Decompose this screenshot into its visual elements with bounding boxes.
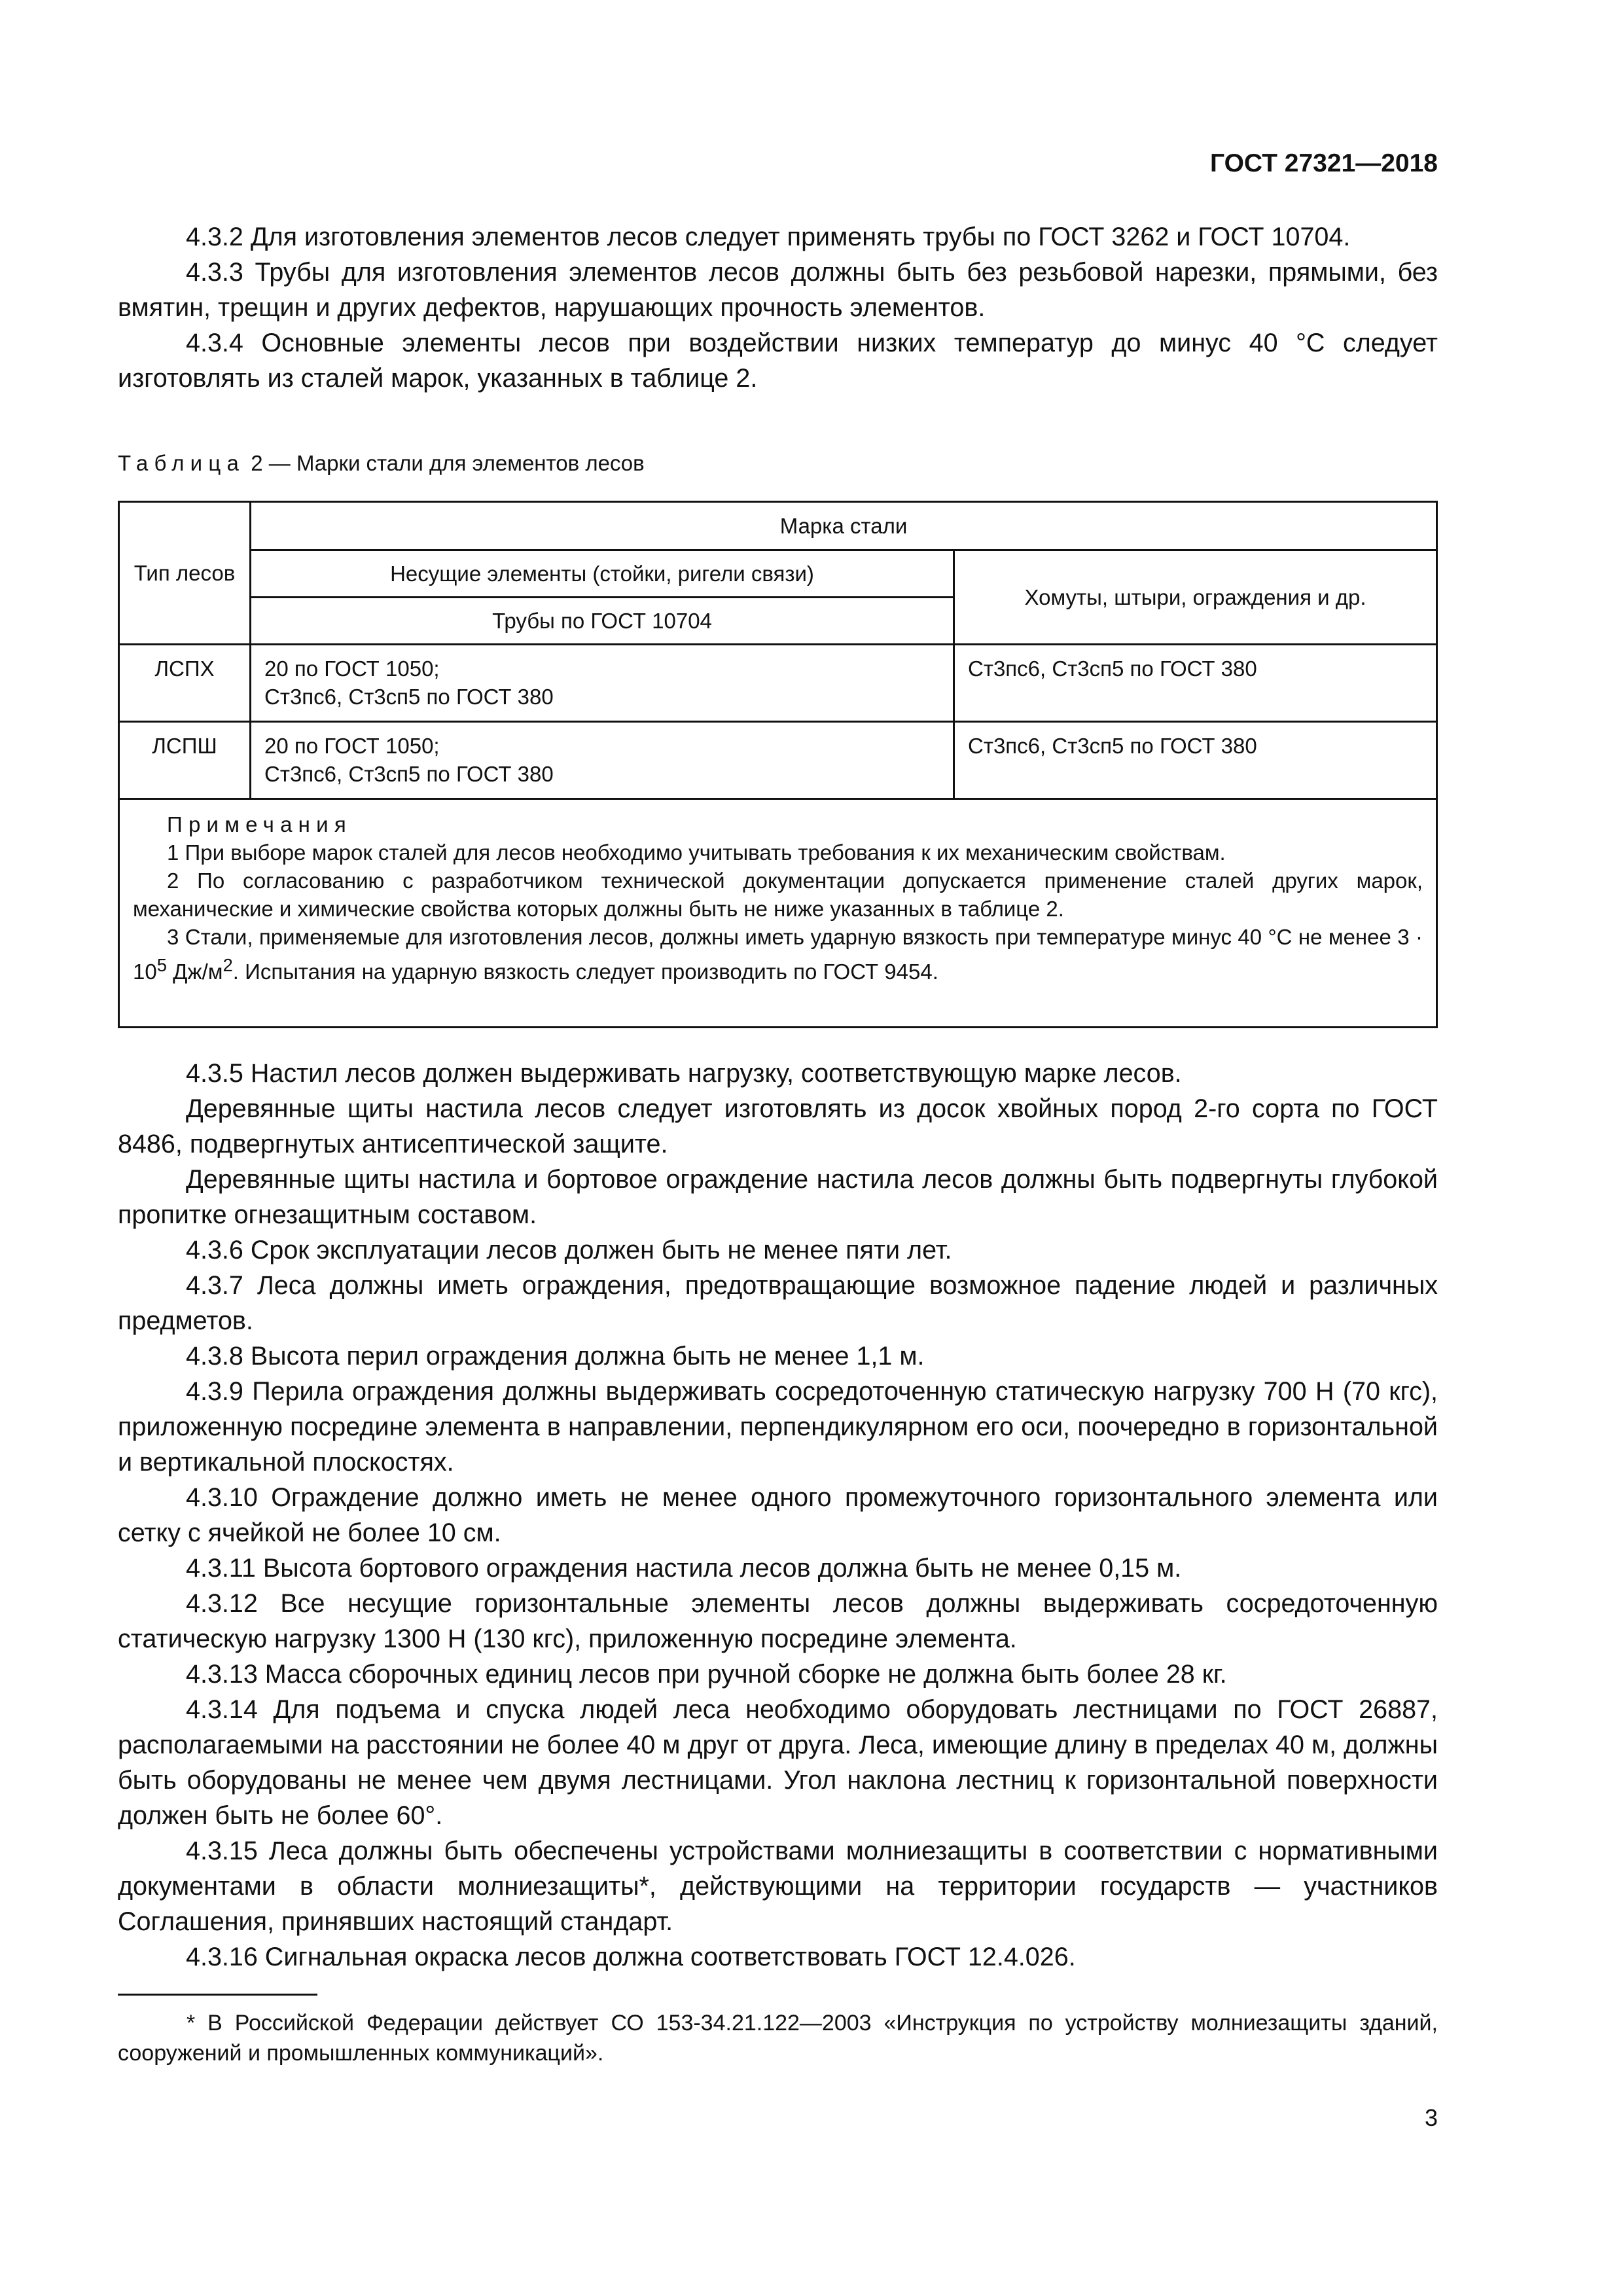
cell-pipes-line-1: 20 по ГОСТ 1050; (264, 656, 440, 681)
paragraph-4-3-15: 4.3.15 Леса должны быть обеспечены устройствами молниезащиты в соответствии с нормативными документами в области молниезащиты*, действующими на территории государств — участников Соглашения, принявших настоящий стандарт. (118, 1837, 1438, 1936)
note-3 (133, 923, 1423, 986)
cell-pipes-line-2: Ст3пс6, Ст3сп5 по ГОСТ 380 (264, 762, 554, 786)
paragraph-4-3-9: 4.3.9 Перила ограждения должны выдерживать сосредоточенную статическую нагрузку 700 Н (70 кгс), приложенную посредине элемента в направлении, перпендикулярном его оси, поочередно в горизонтальной и вертикальной плоскостях. (118, 1377, 1438, 1477)
header-type: Тип лесов (119, 502, 251, 645)
table-row (119, 645, 1437, 722)
table-row (119, 722, 1437, 799)
paragraph-4-3-2: 4.3.2 Для изготовления элементов лесов следует применять трубы по ГОСТ 3262 и ГОСТ 10704. (186, 223, 1351, 251)
paragraph-fire-protection: Деревянные щиты настила и бортовое ограждение настила лесов должны быть подвергнуты глубокой пропитке огнезащитным составом. (118, 1165, 1438, 1229)
cell-type: ЛСПХ (119, 645, 251, 722)
paragraph-4-3-3: 4.3.3 Трубы для изготовления элементов лесов должны быть без резьбовой нарезки, прямыми, без вмятин, трещин и других дефектов, нарушающих прочность элементов. (118, 258, 1438, 322)
note-3-text-b: Дж/м (167, 960, 223, 984)
note-3-text-c: . Испытания на ударную вязкость следует производить по ГОСТ 9454. (232, 960, 938, 984)
table-caption-title: 2 — Марки стали для элементов лесов (251, 451, 645, 475)
paragraph-4-3-16: 4.3.16 Сигнальная окраска лесов должна соответствовать ГОСТ 12.4.026. (186, 1943, 1076, 1971)
cell-clamps: Ст3пс6, Ст3сп5 по ГОСТ 380 (954, 722, 1437, 799)
cell-pipes-line-1: 20 по ГОСТ 1050; (264, 734, 440, 758)
table-caption (118, 446, 1438, 481)
document-header: ГОСТ 27321—2018 (1210, 149, 1438, 177)
notes-title: Примечания (167, 812, 352, 836)
note-3-exponent-2: 2 (223, 955, 233, 975)
header-clamps: Хомуты, штыри, ограждения и др. (954, 550, 1437, 645)
note-2: 2 По согласованию с разработчиком технической документации допускается применение сталей других марок, механические и химические свойства которых должны быть не ниже указанных в таблице 2. (133, 869, 1423, 921)
note-3-text-a: 3 Стали, применяемые для изготовления лесов, должны иметь ударную вязкость при температуре минус 40 °С не менее 3 · 10 (133, 925, 1423, 984)
document-body (118, 219, 1438, 1975)
paragraph-4-3-7: 4.3.7 Леса должны иметь ограждения, предотвращающие возможное падение людей и различных предметов. (118, 1271, 1438, 1335)
note-1: 1 При выборе марок сталей для лесов необходимо учитывать требования к их механическим свойствам. (167, 840, 1226, 865)
paragraph-4-3-4: 4.3.4 Основные элементы лесов при воздействии низких температур до минус 40 °С следует изготовлять из сталей марок, указанных в таблице 2. (118, 329, 1438, 393)
cell-clamps: Ст3пс6, Ст3сп5 по ГОСТ 380 (954, 645, 1437, 722)
paragraph-4-3-13: 4.3.13 Масса сборочных единиц лесов при ручной сборке не должна быть более 28 кг. (186, 1660, 1227, 1689)
cell-pipes (251, 722, 954, 799)
note-3-exponent: 5 (156, 955, 168, 975)
footnote: * В Российской Федерации действует СО 153-34.21.122—2003 «Инструкция по устройству молниезащиты зданий, сооружений и промышленных коммуникаций». (118, 2011, 1438, 2066)
header-bearing-elements: Несущие элементы (стойки, ригели связи) (251, 550, 954, 598)
header-pipes: Трубы по ГОСТ 10704 (251, 598, 954, 645)
header-steel-grade: Марка стали (251, 502, 1437, 550)
paragraph-4-3-11: 4.3.11 Высота бортового ограждения настила лесов должна быть не менее 0,15 м. (186, 1554, 1182, 1583)
paragraph-4-3-6: 4.3.6 Срок эксплуатации лесов должен быть не менее пяти лет. (186, 1236, 952, 1265)
cell-type: ЛСПШ (119, 722, 251, 799)
paragraph-4-3-8: 4.3.8 Высота перил ограждения должна быть не менее 1,1 м. (186, 1342, 925, 1371)
paragraph-4-3-14: 4.3.14 Для подъема и спуска людей леса необходимо оборудовать лестницами по ГОСТ 26887, располагаемыми на расстоянии не более 40 м друг от друга. Леса, имеющие длину в пределах 40 м, должны быть оборудованы не менее чем двумя лестницами. Угол наклона лестниц к горизонтальной поверхности должен быть не более 60°. (118, 1695, 1438, 1830)
page-number: 3 (1424, 2104, 1438, 2131)
cell-pipes-line-2: Ст3пс6, Ст3сп5 по ГОСТ 380 (264, 685, 554, 709)
footnote-divider (118, 1994, 317, 1996)
steel-grades-table (118, 501, 1438, 1028)
paragraph-wood-panels: Деревянные щиты настила лесов следует изготовлять из досок хвойных пород 2-го сорта по ГОСТ 8486, подвергнутых антисептической защите. (118, 1094, 1438, 1158)
cell-pipes (251, 645, 954, 722)
paragraph-4-3-10: 4.3.10 Ограждение должно иметь не менее одного промежуточного горизонтального элемента или сетку с ячейкой не более 10 см. (118, 1483, 1438, 1547)
paragraph-4-3-5: 4.3.5 Настил лесов должен выдерживать нагрузку, соответствующую марке лесов. (186, 1059, 1182, 1088)
paragraph-4-3-12: 4.3.12 Все несущие горизонтальные элементы лесов должны выдерживать сосредоточенную статическую нагрузку 1300 Н (130 кгс), приложенную посредине элемента. (118, 1589, 1438, 1653)
table-notes (119, 799, 1437, 1028)
table-caption-word: Таблица (118, 451, 245, 475)
